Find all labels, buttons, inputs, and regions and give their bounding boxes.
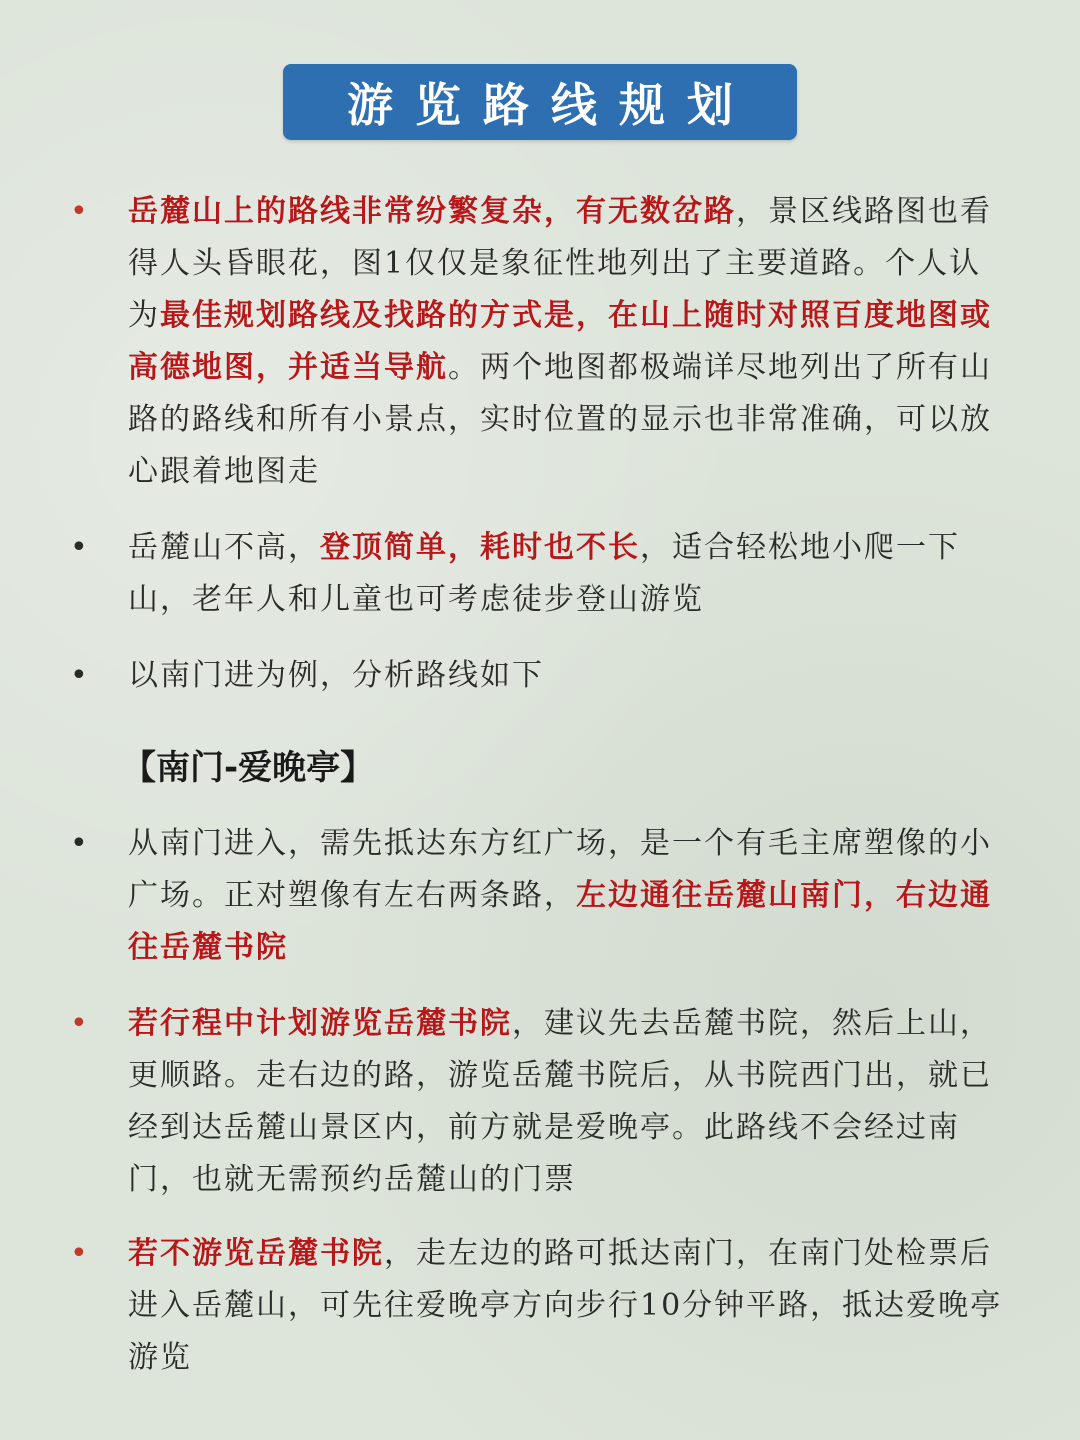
title-banner (283, 64, 797, 140)
highlight-text: 登顶简单，耗时也不长 (320, 530, 640, 565)
body-text: 岳麓山不高， (128, 530, 320, 565)
body-text: 从南门进入，需先抵达东方红广场，是一个有毛主席塑像的小广场。正对塑像有左右两条路， (128, 826, 992, 913)
highlight-text: 若不游览岳麓书院 (128, 1236, 384, 1271)
page-title: 游览路线规划 (347, 78, 755, 132)
paragraph-skip-academy (128, 1228, 1013, 1384)
section-heading: 【南门-爱晚亭】 (122, 748, 375, 788)
paragraph-mountain-height (128, 522, 1013, 626)
bullet-marker: • (70, 1006, 88, 1041)
highlight-text: 若行程中计划游览岳麓书院 (128, 1006, 512, 1041)
body-text: ，景区线路图也看得人头昏眼花，图1仅仅是象征性地列出了主要道路。个人认为 (128, 194, 992, 333)
body-text: 。两个地图都极端详尽地列出了所有山路的路线和所有小景点，实时位置的显示也非常准确，可以放心跟着地图走 (128, 350, 992, 489)
highlight-text: 最佳规划路线及找路的方式是，在山上随时对照百度地图或高德地图，并适当导航 (128, 298, 992, 385)
paragraph-enter-south-gate (128, 818, 1013, 974)
paragraph-route-complexity (128, 186, 1013, 498)
bullet-marker: • (70, 530, 88, 565)
body-text: 以南门进为例，分析路线如下 (128, 658, 544, 693)
paragraph-south-gate-example (128, 650, 1013, 702)
highlight-text: 左边通往岳麓山南门，右边通往岳麓书院 (128, 878, 992, 965)
bullet-marker: • (70, 1236, 88, 1271)
highlight-text: 岳麓山上的路线非常纷繁复杂，有无数岔路 (128, 194, 736, 229)
body-text: ，走左边的路可抵达南门，在南门处检票后进入岳麓山，可先往爱晚亭方向步行10分钟平路，抵达爱晚亭游览 (128, 1236, 1003, 1375)
body-text: ，适合轻松地小爬一下山，老年人和儿童也可考虑徒步登山游览 (128, 530, 960, 617)
paragraph-visit-academy (128, 998, 1013, 1206)
bullet-marker: • (70, 658, 88, 693)
bullet-marker: • (70, 194, 88, 229)
bullet-marker: • (70, 826, 88, 861)
body-text: ，建议先去岳麓书院，然后上山，更顺路。走右边的路，游览岳麓书院后，从书院西门出，就已经到达岳麓山景区内，前方就是爱晚亭。此路线不会经过南门，也就无需预约岳麓山的门票 (128, 1006, 992, 1197)
